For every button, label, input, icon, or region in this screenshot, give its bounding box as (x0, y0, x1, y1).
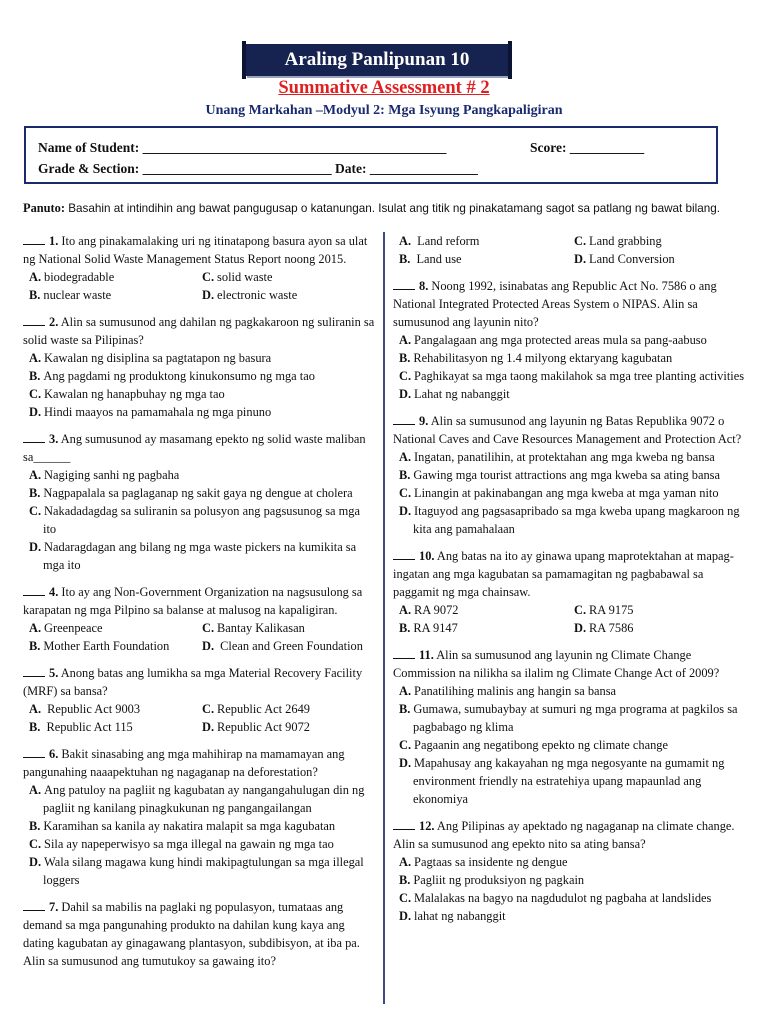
question-number: 10. (419, 549, 435, 563)
choice-a[interactable] (29, 619, 202, 637)
question-prompt: Ang batas na ito ay ginawa upang maprotektahan at mapag-ingatan ang mga kagubatan sa pamamagitan ng pagbabawal sa paggamit ng mga chainsaw. (393, 549, 734, 599)
choice-letter: C. (574, 603, 587, 617)
choice-letter: A. (29, 468, 42, 482)
choice-text: biodegradable (44, 270, 115, 284)
choice-letter: D. (574, 252, 587, 266)
choice-letter: D. (29, 405, 42, 419)
choices (393, 232, 749, 268)
question-prompt: Anong batas ang lumikha sa mga Material Recovery Facility (MRF) sa bansa? (23, 666, 363, 698)
choice-text: Ingatan, panatilihin, at protektahan ang mga kweba ng bansa (414, 450, 715, 464)
choice-text: nuclear waste (43, 288, 112, 302)
choice-c[interactable] (574, 232, 749, 250)
choices (393, 853, 749, 925)
choice-text: Pagliit ng produksiyon ng pagkain (413, 873, 585, 887)
choice-text: Republic Act 9003 (44, 702, 141, 716)
choice-letter: C. (574, 234, 587, 248)
choice-letter: C. (399, 891, 412, 905)
choices (23, 781, 375, 889)
choice-letter: D. (399, 756, 412, 770)
choice-text: Rehabilitasyon ng 1.4 milyong ektaryang kagubatan (413, 351, 673, 365)
choice-c[interactable] (399, 736, 749, 754)
question-number: 12. (419, 819, 435, 833)
choice-b[interactable] (399, 619, 574, 637)
choice-d[interactable] (399, 385, 749, 403)
choice-d[interactable] (202, 718, 375, 736)
question-8 (393, 277, 749, 403)
answer-blank[interactable] (393, 646, 415, 659)
question-7-choices (393, 232, 749, 268)
question-prompt: Alin sa sumusunod ang layunin ng Climate Change Commission na nilikha sa ilalim ng Climate Change Act of 2009? (393, 648, 720, 680)
choice-b[interactable] (399, 871, 749, 889)
answer-blank[interactable] (23, 664, 45, 677)
choice-letter: B. (29, 369, 41, 383)
question-2 (23, 313, 375, 421)
choice-text: Pangalagaan ang mga protected areas mula sa pang-aabuso (414, 333, 707, 347)
choice-text: Greenpeace (44, 621, 103, 635)
choice-d[interactable] (574, 250, 749, 268)
choice-d[interactable] (202, 286, 375, 304)
choice-a[interactable] (399, 682, 749, 700)
choice-b[interactable] (29, 367, 375, 385)
choice-text: Hindi maayos na pamamahala ng mga pinuno (44, 405, 272, 419)
student-info-box (24, 126, 718, 184)
question-text (23, 430, 375, 466)
choice-text: Pagtaas sa insidente ng dengue (414, 855, 568, 869)
question-10 (393, 547, 749, 637)
choice-letter: D. (202, 639, 215, 653)
choice-d[interactable] (29, 538, 375, 574)
module-title: Unang Markahan –Modyul 2: Mga Isyung Pangkapaligiran (205, 103, 563, 118)
answer-blank[interactable] (23, 313, 45, 326)
answer-blank[interactable] (23, 745, 45, 758)
choice-letter: B. (399, 873, 411, 887)
answer-blank[interactable] (393, 412, 415, 425)
choice-text: Nagpapalala sa paglaganap ng sakit gaya ng dengue at cholera (43, 486, 353, 500)
choice-d[interactable] (399, 907, 749, 925)
question-prompt: Noong 1992, isinabatas ang Republic Act No. 7586 o ang National Integrated Protected Areas System o NIPAS. Alin sa sumusunod ang layunin nito? (393, 279, 717, 329)
choice-letter: B. (29, 720, 41, 734)
choice-d[interactable] (202, 637, 375, 655)
question-text (393, 547, 749, 601)
choice-text: Kawalan ng hanapbuhay ng mga tao (44, 387, 225, 401)
choice-letter: A. (399, 603, 412, 617)
instructions-text: Basahin at intindihin ang bawat pangugusap o katanungan. Isulat ang titik ng pinakatamang sagot sa patlang ng bawat bilang. (65, 202, 720, 215)
choice-text: Malalakas na bagyo na nagdudulot ng pagbaha at landslides (414, 891, 712, 905)
choice-a[interactable] (29, 700, 202, 718)
question-number: 3. (49, 432, 59, 446)
choice-letter: B. (399, 351, 411, 365)
choice-a[interactable] (29, 268, 202, 286)
choice-text: electronic waste (217, 288, 298, 302)
choice-text: Paghikayat sa mga taong makilahok sa mga tree planting activities (414, 369, 745, 383)
question-text (23, 664, 375, 700)
choices (23, 268, 375, 304)
choice-letter: C. (29, 504, 42, 518)
choice-a[interactable] (399, 232, 574, 250)
question-6 (23, 745, 375, 889)
choice-text: Lahat ng nabanggit (414, 387, 510, 401)
choice-letter: D. (399, 909, 412, 923)
choice-text: solid waste (217, 270, 273, 284)
choices (23, 619, 375, 655)
choice-text: Nakadadagdag sa suliranin sa polusyon ang pagsusunog sa mga ito (43, 504, 360, 536)
choice-b[interactable] (29, 817, 375, 835)
question-number: 8. (419, 279, 429, 293)
choice-b[interactable] (29, 718, 202, 736)
instructions (23, 199, 743, 218)
choice-a[interactable] (399, 331, 749, 349)
choice-letter: B. (399, 702, 411, 716)
choice-text: Land use (413, 252, 462, 266)
question-text (393, 277, 749, 331)
question-number: 4. (49, 585, 59, 599)
question-9 (393, 412, 749, 538)
choice-d[interactable] (29, 853, 375, 889)
choice-c[interactable] (29, 835, 375, 853)
choice-text: Land Conversion (589, 252, 675, 266)
choice-letter: B. (29, 288, 41, 302)
choice-letter: B. (399, 252, 411, 266)
answer-blank[interactable] (23, 232, 45, 245)
choice-text: RA 7586 (589, 621, 634, 635)
question-text (23, 898, 375, 970)
answer-blank[interactable] (393, 277, 415, 290)
choice-a[interactable] (399, 448, 749, 466)
choice-letter: C. (202, 621, 215, 635)
choice-letter: D. (29, 540, 42, 554)
column-divider (383, 232, 385, 1004)
choice-text: Republic Act 2649 (217, 702, 310, 716)
answer-blank[interactable] (393, 547, 415, 560)
choice-text: Mapahusay ang kakayahan ng mga negosyante na gumamit ng environment friendly na estratehiya upang mapaunlad ang ekonomiya (413, 756, 725, 806)
choice-text: Sila ay napeperwisyo sa mga illegal na gawain ng mga tao (44, 837, 334, 851)
choice-text: Gumawa, sumubaybay at sumuri ng mga programa at pagkilos sa pagbabago ng klima (413, 702, 738, 734)
choices (23, 466, 375, 574)
choice-a[interactable] (399, 601, 574, 619)
question-prompt: Ang Pilipinas ay apektado ng nagaganap na climate change. Alin sa sumusunod ang epekto nito sa ating bansa? (393, 819, 735, 851)
answer-blank[interactable] (393, 817, 415, 830)
choice-letter: A. (399, 855, 412, 869)
choice-letter: A. (399, 450, 412, 464)
choice-c[interactable] (29, 385, 375, 403)
question-number: 5. (49, 666, 59, 680)
choice-letter: C. (202, 270, 215, 284)
choice-a[interactable] (29, 349, 375, 367)
choice-c[interactable] (202, 268, 375, 286)
choice-c[interactable] (399, 484, 749, 502)
question-prompt: Alin sa sumusunod ang layunin ng Batas Republika 9072 o National Caves and Cave Resources Management and Protection Act? (393, 414, 742, 446)
choice-d[interactable] (574, 619, 749, 637)
choice-text: Ang pagdami ng produktong kinukonsumo ng mga tao (43, 369, 315, 383)
right-column (393, 232, 749, 934)
choice-a[interactable] (399, 853, 749, 871)
choices (393, 682, 749, 808)
choice-letter: B. (29, 639, 41, 653)
question-5 (23, 664, 375, 736)
choice-letter: A. (399, 333, 412, 347)
choice-b[interactable] (399, 466, 749, 484)
question-text (23, 583, 375, 619)
question-4 (23, 583, 375, 655)
choice-b[interactable] (399, 250, 574, 268)
question-prompt: Alin sa sumusunod ang dahilan ng pagkakaroon ng suliranin sa solid waste sa Pilipinas? (23, 315, 375, 347)
choice-letter: C. (29, 387, 42, 401)
choice-letter: A. (399, 684, 412, 698)
choice-b[interactable] (399, 349, 749, 367)
choice-c[interactable] (202, 700, 375, 718)
choice-b[interactable] (399, 700, 749, 736)
question-prompt: Dahil sa mabilis na paglaki ng populasyon, tumataas ang demand sa mga pangunahing produkto na dahilan kung kaya ang dating kagubatan ay ginagawang plantasyon, subdibisyon, at iba pa. Alin sa sumusunod ang tumutukoy sa gawaing ito? (23, 900, 360, 968)
choice-d[interactable] (29, 403, 375, 421)
question-7 (23, 898, 375, 970)
choice-letter: C. (202, 702, 215, 716)
choice-c[interactable] (29, 502, 375, 538)
choice-text: Land reform (414, 234, 480, 248)
choice-text: Panatilihing malinis ang hangin sa bansa (414, 684, 617, 698)
choice-text: Nagiging sanhi ng pagbaha (44, 468, 180, 482)
choice-text: Pagaanin ang negatibong epekto ng climate change (414, 738, 668, 752)
choice-letter: D. (399, 504, 412, 518)
choice-letter: D. (202, 288, 215, 302)
choice-text: Linangin at pakinabangan ang mga kweba at mga yaman nito (414, 486, 719, 500)
choice-letter: B. (399, 468, 411, 482)
choice-text: Kawalan ng disiplina sa pagtatapon ng basura (44, 351, 272, 365)
choice-a[interactable] (29, 466, 375, 484)
choice-text: RA 9072 (414, 603, 459, 617)
question-12 (393, 817, 749, 925)
choice-c[interactable] (399, 889, 749, 907)
answer-blank[interactable] (23, 898, 45, 911)
question-prompt: Bakit sinasabing ang mga mahihirap na mamamayan ang pangunahing naaapektuhan ng nagaganap na deforestation? (23, 747, 345, 779)
choice-c[interactable] (202, 619, 375, 637)
question-text (393, 646, 749, 682)
choice-letter: D. (29, 855, 42, 869)
choice-b[interactable] (29, 637, 202, 655)
choice-text: Karamihan sa kanila ay nakatira malapit sa mga kagubatan (43, 819, 336, 833)
choice-text: lahat ng nabanggit (414, 909, 506, 923)
choices (23, 700, 375, 736)
choice-d[interactable] (399, 754, 749, 808)
question-number: 2. (49, 315, 59, 329)
title-banner: Araling Panlipunan 10 (245, 44, 509, 76)
choice-text: Republic Act 115 (43, 720, 133, 734)
choice-b[interactable] (29, 286, 202, 304)
question-prompt: Ito ay ang Non-Government Organization na nagsusulong sa karapatan ng mga Pilpino sa balanse at malusog na kapaligiran. (23, 585, 363, 617)
choice-letter: A. (29, 351, 42, 365)
choice-text: RA 9147 (413, 621, 458, 635)
question-11 (393, 646, 749, 808)
choices (393, 331, 749, 403)
left-column (23, 232, 375, 979)
student-name-line[interactable]: Name of Student: _____________________________________________ (38, 140, 447, 155)
choices (23, 349, 375, 421)
answer-blank[interactable] (23, 583, 45, 596)
choice-letter: C. (399, 369, 412, 383)
choice-letter: A. (29, 702, 42, 716)
choice-a[interactable] (29, 781, 375, 817)
question-1 (23, 232, 375, 304)
choice-text: Mother Earth Foundation (43, 639, 170, 653)
choice-text: Republic Act 9072 (217, 720, 310, 734)
question-text (23, 745, 375, 781)
instructions-label: Panuto: (23, 201, 65, 215)
choice-letter: B. (29, 819, 41, 833)
choice-text: Gawing mga tourist attractions ang mga kweba sa ating bansa (413, 468, 720, 482)
choice-letter: C. (29, 837, 42, 851)
choice-text: Nadaragdagan ang bilang ng mga waste pickers na kumikita sa mga ito (43, 540, 357, 572)
question-number: 6. (49, 747, 59, 761)
choice-letter: B. (29, 486, 41, 500)
choice-text: Wala silang magawa kung hindi makipagtulungan sa mga illegal loggers (43, 855, 364, 887)
choice-letter: A. (399, 234, 412, 248)
question-number: 7. (49, 900, 59, 914)
grade-section-date-line[interactable]: Grade & Section: ____________________________ Date: ________________ (38, 161, 478, 176)
question-text (23, 313, 375, 349)
question-number: 11. (419, 648, 434, 662)
choice-b[interactable] (29, 484, 375, 502)
question-3 (23, 430, 375, 574)
choice-text: Ang patuloy na pagliit ng kagubatan ay nangangahulugan din ng pagliit ng kanilang pinagkukunan ng pangangailangan (43, 783, 365, 815)
question-text (23, 232, 375, 268)
question-text (393, 412, 749, 448)
choice-c[interactable] (399, 367, 749, 385)
choices (393, 601, 749, 637)
question-number: 9. (419, 414, 429, 428)
question-number: 1. (49, 234, 59, 248)
choice-letter: A. (29, 783, 42, 797)
choice-letter: C. (399, 486, 412, 500)
choices (393, 448, 749, 538)
choice-c[interactable] (574, 601, 749, 619)
score-line[interactable]: Score: ___________ (530, 140, 645, 155)
choice-text: Bantay Kalikasan (217, 621, 305, 635)
choice-letter: B. (399, 621, 411, 635)
choice-d[interactable] (399, 502, 749, 538)
question-prompt: Ang sumusunod ay masamang epekto ng solid waste maliban sa______ (23, 432, 366, 464)
question-text (393, 817, 749, 853)
question-prompt: Ito ang pinakamalaking uri ng itinatapong basura ayon sa ulat ng National Solid Waste Management Status Report noong 2015. (23, 234, 368, 266)
choice-text: Land grabbing (589, 234, 662, 248)
choice-text: Itaguyod ang pagsasapribado sa mga kweba upang magkaroon ng kita ang pamahalaan (413, 504, 740, 536)
choice-letter: D. (202, 720, 215, 734)
choice-letter: A. (29, 270, 42, 284)
assessment-title: Summative Assessment # 2 (278, 78, 490, 98)
choice-text: RA 9175 (589, 603, 634, 617)
choice-letter: A. (29, 621, 42, 635)
choice-text: Clean and Green Foundation (217, 639, 363, 653)
choice-letter: D. (574, 621, 587, 635)
answer-blank[interactable] (23, 430, 45, 443)
choice-letter: C. (399, 738, 412, 752)
choice-letter: D. (399, 387, 412, 401)
